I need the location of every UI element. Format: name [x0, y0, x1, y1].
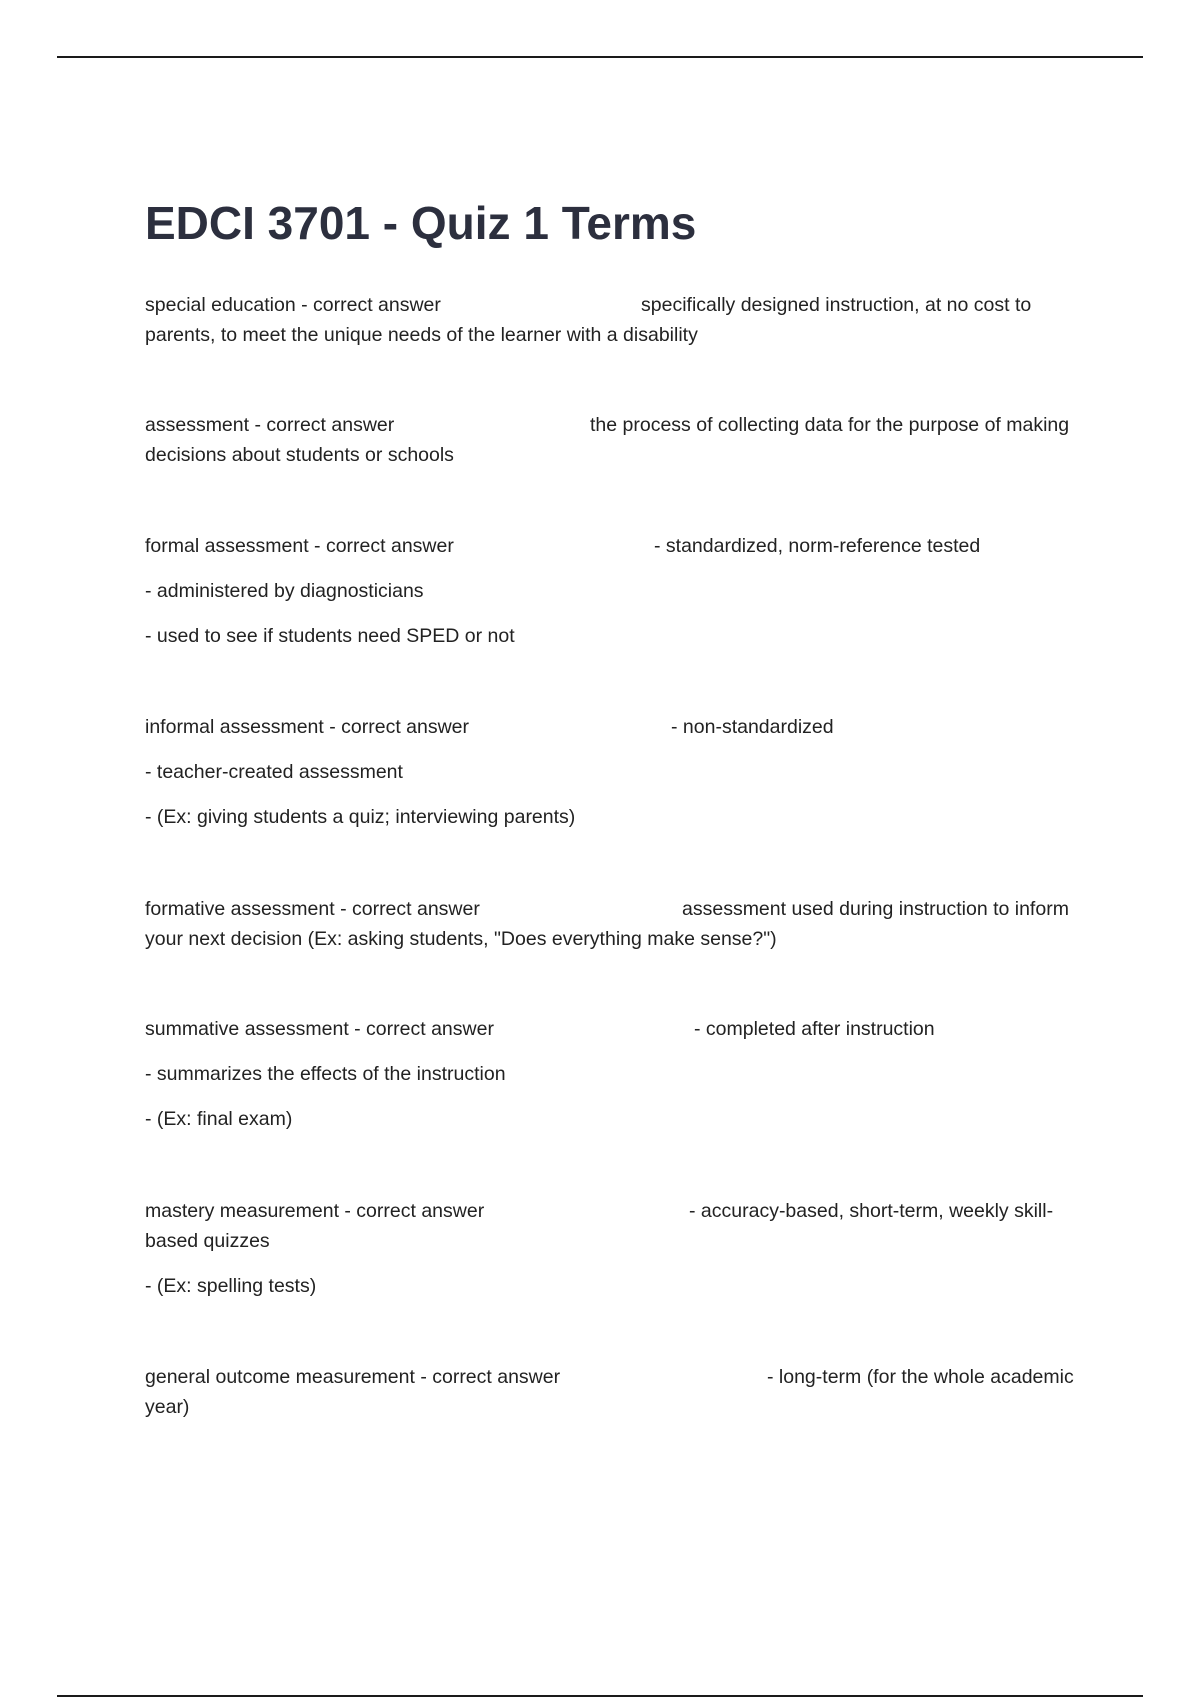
entry-detail-line: - (Ex: spelling tests)	[145, 1275, 317, 1297]
entry-term: informal assessment - correct answer	[145, 716, 470, 738]
entry-definition: - long-term (for the whole academic year)	[145, 1366, 1074, 1418]
entry-definition: the process of collecting data for the purpose of making decisions about students or schools	[145, 414, 1070, 466]
entry-term: general outcome measurement - correct answer	[145, 1366, 561, 1388]
entry-special-education	[145, 290, 1075, 350]
entry-detail-line: - used to see if students need SPED or not	[145, 625, 515, 647]
entry-first-line	[145, 1014, 1075, 1044]
entry-detail-line: - teacher-created assessment	[145, 761, 403, 783]
entry-definition: - non-standardized	[671, 716, 834, 738]
entry-definition: - completed after instruction	[694, 1018, 935, 1040]
entry-detail-line: - (Ex: giving students a quiz; interviewing parents)	[145, 806, 576, 828]
entry-first-line	[145, 410, 1075, 470]
entry-term: formal assessment - correct answer	[145, 535, 454, 557]
entry-detail-line: - administered by diagnosticians	[145, 580, 424, 602]
entry-definition: specifically designed instruction, at no cost to parents, to meet the unique needs of the learner with a disability	[145, 294, 1032, 346]
entry-formative-assessment	[145, 894, 1075, 954]
entry-detail-line: - summarizes the effects of the instruction	[145, 1063, 506, 1085]
entry-first-line	[145, 1196, 1075, 1256]
page-title: EDCI 3701 - Quiz 1 Terms	[145, 197, 697, 249]
entry-definition: assessment used during instruction to inform your next decision (Ex: asking students, "Does everything make sense?")	[145, 898, 1069, 950]
bottom-rule	[57, 1695, 1143, 1697]
entry-summative-assessment	[145, 1014, 1075, 1134]
top-rule	[57, 56, 1143, 58]
entry-term: mastery measurement - correct answer	[145, 1200, 485, 1222]
entry-first-line	[145, 290, 1075, 350]
entry-first-line	[145, 712, 1075, 742]
entry-assessment	[145, 410, 1075, 470]
entry-formal-assessment	[145, 531, 1075, 651]
entry-definition: - standardized, norm-reference tested	[654, 535, 981, 557]
entry-term: formative assessment - correct answer	[145, 898, 480, 920]
entry-first-line	[145, 894, 1075, 954]
entry-detail-line: - (Ex: final exam)	[145, 1108, 293, 1130]
entry-informal-assessment	[145, 712, 1075, 832]
entry-first-line	[145, 531, 1075, 561]
entry-term: summative assessment - correct answer	[145, 1018, 494, 1040]
entry-term: special education - correct answer	[145, 294, 441, 316]
entry-definition: - accuracy-based, short-term, weekly skill-based quizzes	[145, 1200, 1054, 1252]
entry-general-outcome-measurement	[145, 1362, 1075, 1422]
entry-term: assessment - correct answer	[145, 414, 395, 436]
entry-first-line	[145, 1362, 1075, 1422]
entry-mastery-measurement	[145, 1196, 1075, 1301]
